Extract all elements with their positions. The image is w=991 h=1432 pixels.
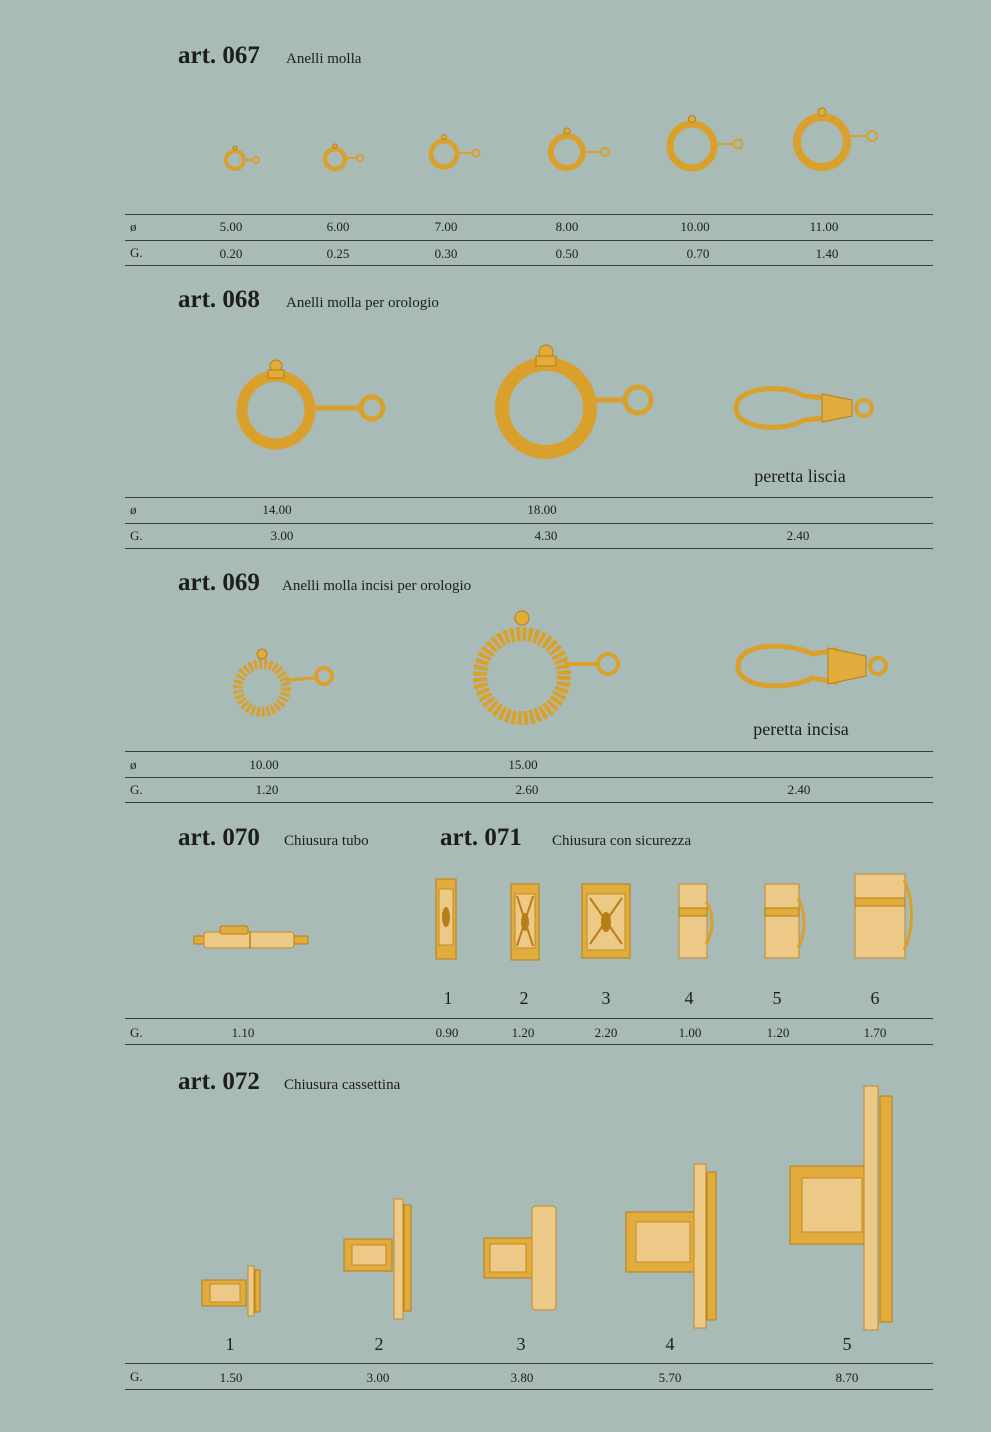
weight-value: 1.20 <box>511 1025 535 1040</box>
safety-clasp-3-image <box>580 882 632 960</box>
diameter-value: 10.00 <box>249 757 279 772</box>
diameter-value: 15.00 <box>508 757 538 772</box>
weight-label: G. <box>130 782 143 797</box>
box-clasp-number: 2 <box>374 1334 384 1354</box>
rule <box>125 214 933 215</box>
engraved-spring-ring-15mm-image <box>466 604 628 732</box>
weight-value: 0.30 <box>434 246 458 261</box>
weight-value: 0.20 <box>219 246 243 261</box>
spring-ring-7mm-image <box>424 124 500 180</box>
smooth-swivel-caption: peretta liscia <box>754 466 846 486</box>
weight-value: 2.40 <box>787 782 811 797</box>
art-071-code: art. 071 <box>440 824 522 851</box>
rule <box>125 240 933 241</box>
clasp-number: 3 <box>601 988 611 1008</box>
art-068-description: Anelli molla per orologio <box>286 295 439 311</box>
art-072-code: art. 072 <box>178 1068 260 1095</box>
box-clasp-5-image <box>786 1082 902 1332</box>
weight-value: 1.20 <box>766 1025 790 1040</box>
art-072-description: Chiusura cassettina <box>284 1077 401 1093</box>
rule <box>125 1389 933 1390</box>
art-070-code: art. 070 <box>178 824 260 851</box>
art-069-code: art. 069 <box>178 569 260 596</box>
rule <box>125 1363 933 1364</box>
engraved-swivel-clasp-image <box>728 636 896 698</box>
watch-spring-ring-14mm-image <box>222 340 392 466</box>
diameter-value: 6.00 <box>326 219 350 234</box>
box-clasp-3-image <box>480 1200 562 1312</box>
engraved-spring-ring-10mm-image <box>222 632 342 728</box>
rule <box>125 777 933 778</box>
rule <box>125 1044 933 1045</box>
safety-clasp-4-image <box>676 882 712 960</box>
weight-value: 1.10 <box>231 1025 255 1040</box>
weight-label: G. <box>130 1369 143 1384</box>
weight-value: 0.90 <box>435 1025 459 1040</box>
watch-spring-ring-18mm-image <box>478 322 662 464</box>
weight-value: 0.70 <box>686 246 710 261</box>
weight-value: 1.40 <box>815 246 839 261</box>
weight-value: 1.00 <box>678 1025 702 1040</box>
box-clasp-4-image <box>622 1160 722 1330</box>
weight-value: 3.80 <box>510 1370 534 1385</box>
spring-ring-11mm-image <box>784 90 894 182</box>
spring-ring-5mm-image <box>222 140 278 180</box>
art-068-code: art. 068 <box>178 286 260 313</box>
diameter-value: 10.00 <box>680 219 710 234</box>
spring-ring-10mm-image <box>660 100 760 182</box>
smooth-swivel-clasp-image <box>726 378 878 438</box>
weight-value: 1.70 <box>863 1025 887 1040</box>
clasp-number: 2 <box>519 988 529 1008</box>
clasp-number: 1 <box>443 988 453 1008</box>
box-clasp-number: 3 <box>516 1334 526 1354</box>
art-070-description: Chiusura tubo <box>284 833 369 849</box>
engraved-swivel-caption: peretta incisa <box>753 719 849 739</box>
spring-ring-6mm-image <box>320 136 380 180</box>
box-clasp-1-image <box>198 1262 268 1320</box>
diameter-value: 7.00 <box>434 219 458 234</box>
weight-label: G. <box>130 1025 143 1040</box>
diameter-value: 14.00 <box>262 502 292 517</box>
art-069-description: Anelli molla incisi per orologio <box>282 578 472 594</box>
rule <box>125 265 933 266</box>
weight-value: 3.00 <box>366 1370 390 1385</box>
diameter-label: ø <box>130 757 137 772</box>
weight-label: G. <box>130 245 143 260</box>
tube-clasp-image <box>190 922 312 958</box>
safety-clasp-6-image <box>852 870 914 960</box>
rule <box>125 548 933 549</box>
clasp-number: 6 <box>870 988 880 1008</box>
spring-ring-8mm-image <box>541 116 627 182</box>
art-067-code: art. 067 <box>178 42 260 69</box>
weight-value: 2.60 <box>515 782 539 797</box>
diameter-value: 8.00 <box>555 219 579 234</box>
box-clasp-number: 4 <box>665 1334 675 1354</box>
safety-clasp-5-image <box>762 882 806 960</box>
weight-value: 0.50 <box>555 246 579 261</box>
art-067-description: Anelli molla <box>286 51 362 67</box>
diameter-label: ø <box>130 502 137 517</box>
diameter-value: 11.00 <box>809 219 839 234</box>
diameter-value: 18.00 <box>527 502 557 517</box>
rule <box>125 1018 933 1019</box>
art-071-description: Chiusura con sicurezza <box>552 833 692 849</box>
weight-value: 0.25 <box>326 246 350 261</box>
weight-value: 1.20 <box>255 782 279 797</box>
rule <box>125 802 933 803</box>
diameter-label: ø <box>130 219 137 234</box>
safety-clasp-2-image <box>508 882 542 962</box>
box-clasp-2-image <box>340 1193 420 1323</box>
weight-value: 8.70 <box>835 1370 859 1385</box>
clasp-number: 4 <box>684 988 694 1008</box>
weight-value: 5.70 <box>658 1370 682 1385</box>
weight-value: 3.00 <box>270 528 294 543</box>
rule <box>125 497 933 498</box>
clasp-number: 5 <box>772 988 782 1008</box>
box-clasp-number: 1 <box>225 1334 235 1354</box>
weight-value: 1.50 <box>219 1370 243 1385</box>
weight-value: 4.30 <box>534 528 558 543</box>
diameter-value: 5.00 <box>219 219 243 234</box>
box-clasp-number: 5 <box>842 1334 852 1354</box>
rule <box>125 523 933 524</box>
weight-value: 2.20 <box>594 1025 618 1040</box>
rule <box>125 751 933 752</box>
safety-clasp-1-image <box>433 877 459 961</box>
weight-label: G. <box>130 528 143 543</box>
weight-value: 2.40 <box>786 528 810 543</box>
